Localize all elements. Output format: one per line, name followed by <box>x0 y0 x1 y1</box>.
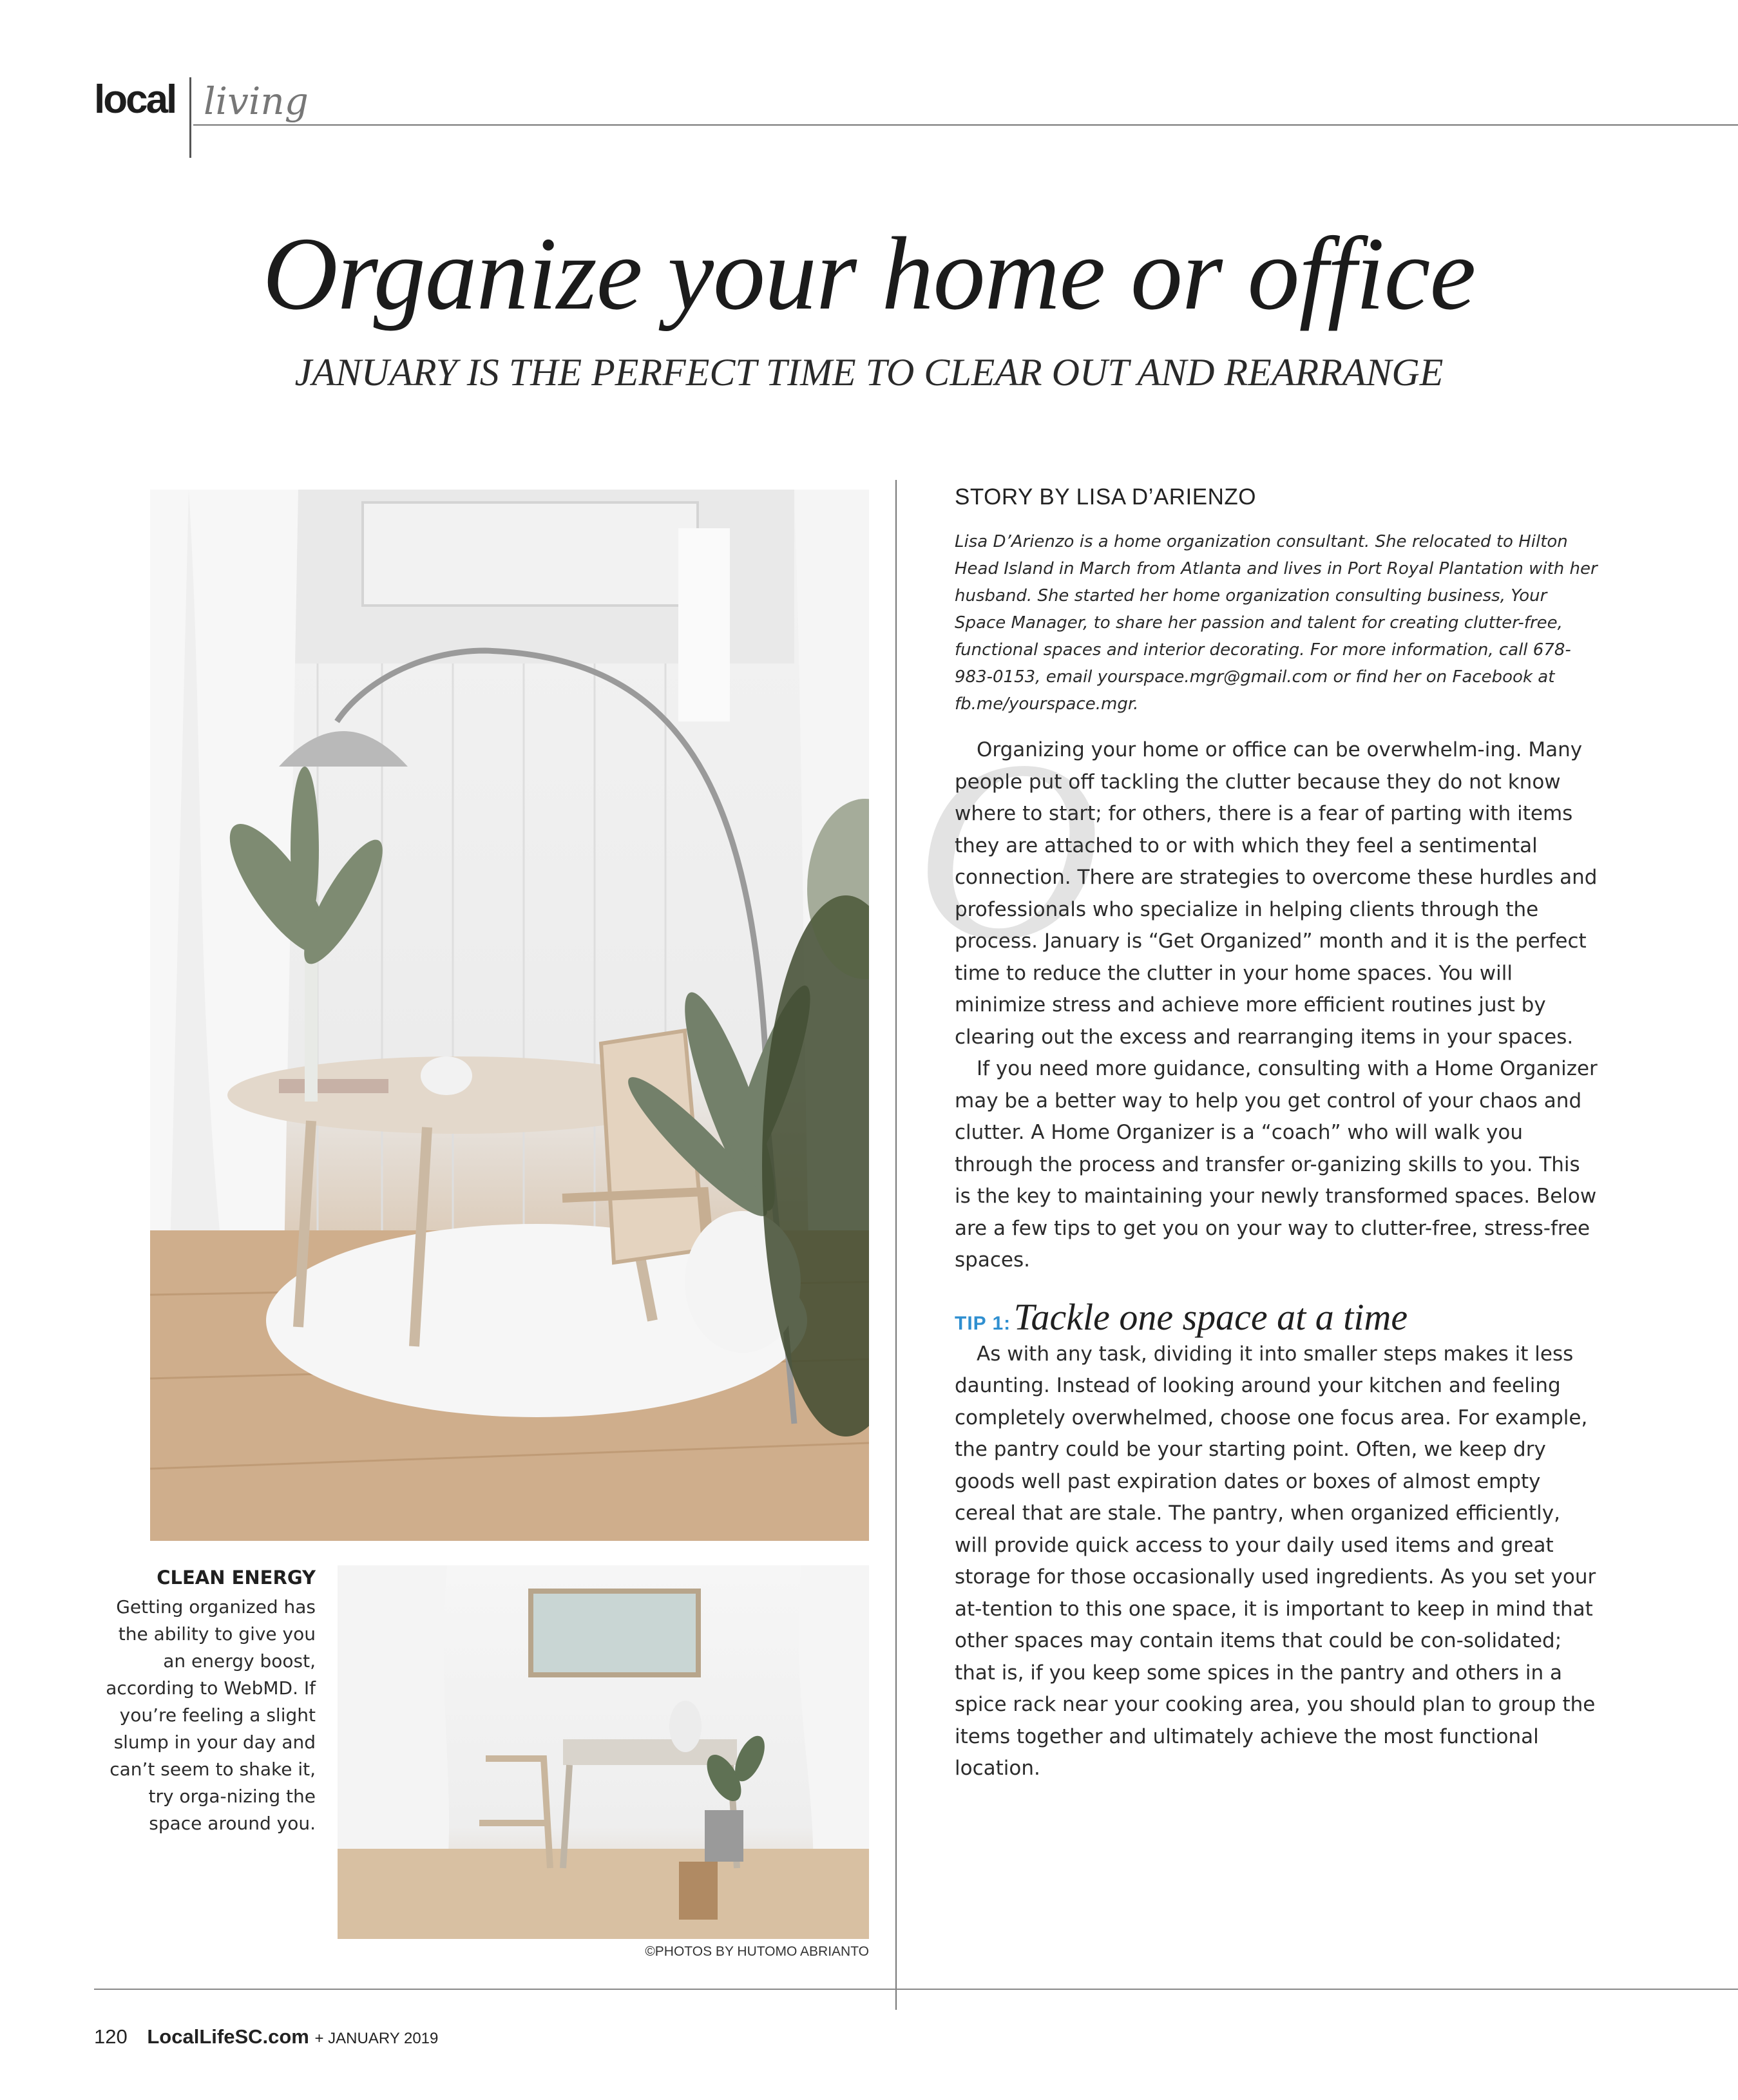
footer-rule <box>94 1989 1738 1990</box>
author-bio: Lisa D’Arienzo is a home organization consultant. She relocated to Hilton Head Island in March from Atlanta and lives in Port Royal Plantation with her husband. She started her home organization consulting business, Your Space Manager, to share her passion and talent for creating clutter-free, functional spaces and interior decorating. For more information, call 678-983-0153, email yourspace.mgr@gmail.com or find her on Facebook at fb.me/yourspace.mgr. <box>955 532 1598 714</box>
article-column <box>955 484 1599 1785</box>
tip-heading <box>955 1295 1599 1338</box>
drop-cap: O <box>915 707 1101 993</box>
page-number: 120 <box>94 2025 128 2048</box>
article-intro <box>955 734 1599 1277</box>
tip-title: Tackle one space at a time <box>1013 1295 1408 1338</box>
issue-date: + JANUARY 2019 <box>314 2030 439 2047</box>
byline: STORY BY LISA D’ARIENZO <box>955 484 1256 510</box>
caption-heading: CLEAN ENERGY <box>157 1567 316 1589</box>
caption-body: Getting organized has the ability to give you an energy boost, according to WebMD. If you’re feeling a slight slump in your day and can’t seem to shake it, try orga-nizing the space around you. <box>106 1596 316 1834</box>
brand-logo-local: local <box>94 77 176 122</box>
column-divider <box>895 480 897 2010</box>
photo-dining-room-illustration <box>150 490 869 1541</box>
tip-paragraph: As with any task, dividing it into smaller steps makes it less daunting. Instead of looking around your kitchen and feeling completely overwhelmed, choose one focus area. For example, the pantry could be your starting point. Often, we keep dry goods well past expiration dates or boxes of almost empty cereal that are stale. The pantry, when organized efficiently, will provide quick access to your daily used items and great storage for those occasionally used ingredients. As you set your at-tention to this one space, it is important to keep in mind that other spaces may contain items that could be con-solidated; that is, if you keep some spices in the pantry and others in a spice rack near your cooking area, you should plan to group the items together and ultimately achieve the most functional location. <box>955 1342 1596 1780</box>
site-url: LocalLifeSC.com <box>147 2025 309 2048</box>
photo-desk-corner <box>338 1565 869 1939</box>
photo-dining-room <box>150 490 869 1541</box>
tip-label: TIP 1: <box>955 1312 1011 1334</box>
header-rule <box>193 124 1738 126</box>
article-subtitle: JANUARY IS THE PERFECT TIME TO CLEAR OUT AND REARRANGE <box>294 351 1444 394</box>
section-name: living <box>204 79 309 123</box>
brand-divider <box>189 77 191 158</box>
page-footer <box>94 2025 438 2048</box>
article-title: Organize your home or office <box>262 216 1476 332</box>
photo-desk-corner-illustration <box>338 1565 869 1939</box>
paragraph: Organizing your home or office can be overwhelm-ing. Many people put off tackling the clutter because they do not know where to start; for others, there is a fear of parting with items they are attached to or with which they feel a sentimental connection. There are strategies to overcome these hurdles and professionals who specialize in helping clients through the process. January is “Get Organized” month and it is the perfect time to reduce the clutter in your home spaces. You will minimize stress and achieve more efficient routines just by clearing out the excess and rearranging items in your spaces. <box>955 738 1598 1049</box>
paragraph: If you need more guidance, consulting with a Home Organizer may be a better way to help you get control of your chaos and clutter. A Home Organizer is a “coach” who will walk you through the process and transfer or-ganizing skills to you. This is the key to maintaining your newly transformed spaces. Below are a few tips to get you on your way to clutter-free, stress-free spaces. <box>955 1057 1598 1272</box>
photo-credit: ©PHOTOS BY HUTOMO ABRIANTO <box>645 1944 869 1959</box>
